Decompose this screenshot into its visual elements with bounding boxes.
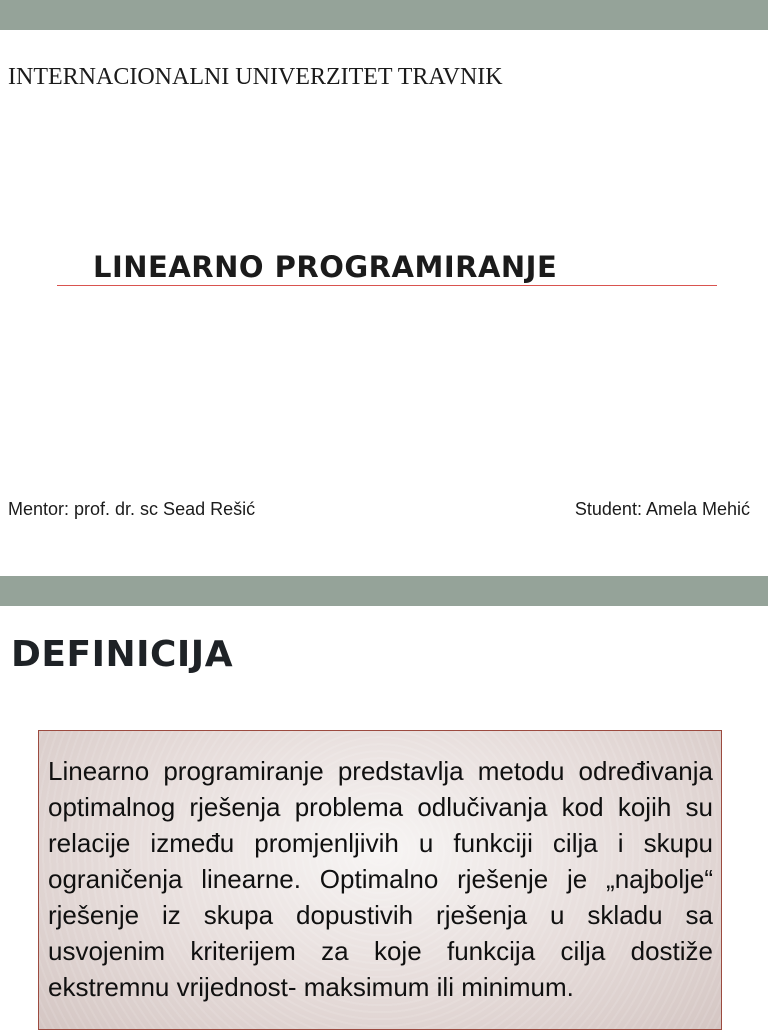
title-underline (57, 285, 717, 286)
slide-title: LINEARNO PROGRAMIRANJE (93, 250, 558, 284)
student-label: Student: Amela Mehić (574, 499, 750, 519)
university-name: INTERNACIONALNI UNIVERZITET TRAVNIK (8, 64, 503, 90)
definition-text: Linearno programiranje predstavlja metodu određivanja optimalnog rješenja problema odlučivanja kod kojih su relacije između promjenljivih u funkciji cilja i skupu ograničenja linearne. Optimalno rješenje je „najbolje“ rješenje iz skupa dopustivih rješenja u skladu sa usvojenim kriterijem za koje funkcija cilja dostiže ekstremnu vrijednost- maksimum ili minimum. (48, 756, 713, 1002)
definition-box (38, 730, 722, 1030)
top-band (0, 0, 768, 30)
mentor-label: Mentor: prof. dr. sc Sead Rešić (8, 499, 256, 519)
slide-separator-band (0, 576, 768, 606)
definition-heading: DEFINICIJA (11, 634, 234, 675)
